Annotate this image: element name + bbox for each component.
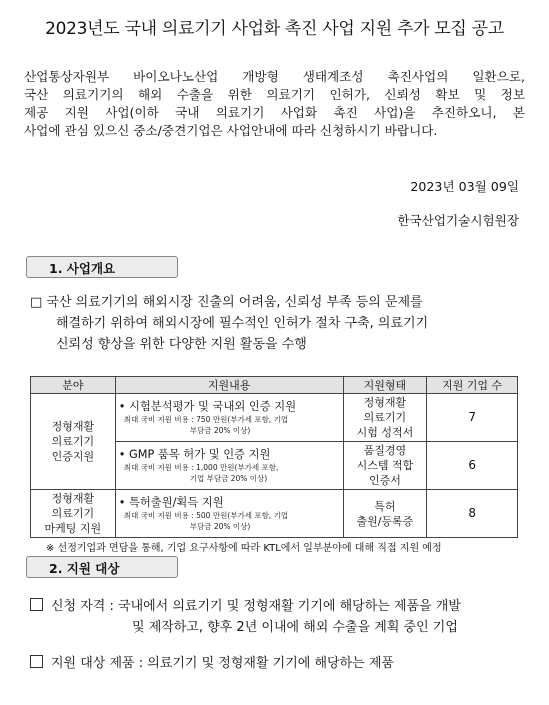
header-type: 지원형태 xyxy=(343,377,427,394)
checkbox-square-icon xyxy=(30,655,43,668)
content-detail: 부담금 20% 이상) xyxy=(189,426,251,435)
intro-line: 국산 의료기기의 해외 수출을 위한 의료기기 인허가, 신뢰성 확보 및 정보 xyxy=(24,87,525,102)
section-heading-text: 1. 사업개요 xyxy=(49,261,116,276)
support-table xyxy=(30,376,518,538)
header-content: 지원내용 xyxy=(115,377,343,394)
content-detail: 최대 국비 지원 비용 : 750 만원(부가세 포함, 기업 xyxy=(123,415,289,424)
table-row xyxy=(31,490,518,538)
table-row xyxy=(31,394,518,442)
content-main: • 시험분석평가 및 국내외 인증 지원 xyxy=(118,400,297,413)
field-cell: 정형재활 의료기기 인증지원 xyxy=(31,394,116,490)
count-cell: 8 xyxy=(427,490,518,538)
header-field: 분야 xyxy=(31,377,116,394)
content-cell xyxy=(115,394,343,442)
field-cell: 정형재활 의료기기 마케팅 지원 xyxy=(31,490,116,538)
content-detail: 최대 국비 지원 비용 : 500 만원(부가세 포함, 기업 xyxy=(123,511,289,520)
type-cell: 품질경영 시스템 적합 인증서 xyxy=(343,442,427,490)
header-count: 지원 기업 수 xyxy=(427,377,518,394)
type-cell: 정형재활 의료기기 시험 성적서 xyxy=(343,394,427,442)
bullet-line: 신뢰성 향상을 위한 다양한 지원 활동을 수행 xyxy=(56,337,307,352)
page-title: 2023년도 국내 의료기기 사업화 촉진 사업 지원 추가 모집 공고 xyxy=(45,19,504,39)
content-detail: 최대 국비 지원 비용 : 1,000 만원(부가세 포함, xyxy=(123,463,279,472)
content-main: • 특허출원/획득 지원 xyxy=(118,496,224,509)
bullet-line: 해결하기 위하여 해외시장에 필수적인 인허가 절차 구축, 의료기기 xyxy=(56,316,429,331)
count-cell: 6 xyxy=(427,442,518,490)
intro-paragraph xyxy=(24,68,525,140)
section-heading-overview xyxy=(26,256,178,278)
eligibility-item xyxy=(30,596,461,617)
target-product-item xyxy=(30,653,394,674)
section-heading-eligibility xyxy=(26,556,178,578)
type-cell: 특허 출원/등록증 xyxy=(343,490,427,538)
eligibility-text: 신청 자격 : 국내에서 의료기기 및 정형재활 기기에 해당하는 제품을 개발 xyxy=(51,599,461,614)
target-product-text: 지원 대상 제품 : 의료기기 및 정형재활 기기에 해당하는 제품 xyxy=(51,656,394,671)
checkbox-square-icon xyxy=(30,598,43,611)
content-cell xyxy=(115,490,343,538)
content-cell xyxy=(115,442,343,490)
section-heading-text: 2. 지원 대상 xyxy=(49,561,120,576)
table-header-row xyxy=(31,377,518,394)
overview-bullet xyxy=(30,292,428,355)
intro-line: 사업에 관심 있으신 중소/중견기업은 사업안내에 따라 신청하시기 바랍니다. xyxy=(24,123,438,138)
intro-line: 제공 지원 사업(이하 국내 의료기기 사업화 촉진 사업)을 추진하오니, 본 xyxy=(24,105,525,120)
announcement-date: 2023년 03월 09일 xyxy=(410,179,519,194)
intro-line: 산업통상자원부 바이오나노산업 개방형 생태계조성 촉진사업의 일환으로, xyxy=(24,69,525,84)
count-cell: 7 xyxy=(427,394,518,442)
issuer: 한국산업기술시험원장 xyxy=(397,213,519,228)
content-detail: 부담금 20% 이상) xyxy=(189,522,251,531)
eligibility-item-continued: 및 제작하고, 향후 2년 이내에 해외 수출을 계획 중인 기업 xyxy=(132,620,458,635)
bullet-line: □ 국산 의료기기의 해외시장 진출의 어려움, 신뢰성 부족 등의 문제를 xyxy=(30,295,423,310)
table-note: ※ 선정기업과 면담을 통해, 기업 요구사항에 따라 KTL에서 일부분야에 대해 직접 지원 예정 xyxy=(46,543,442,554)
content-detail: 기업 부담금 20% 이상) xyxy=(189,474,268,483)
content-main: • GMP 품목 허가 및 인증 지원 xyxy=(118,448,271,461)
